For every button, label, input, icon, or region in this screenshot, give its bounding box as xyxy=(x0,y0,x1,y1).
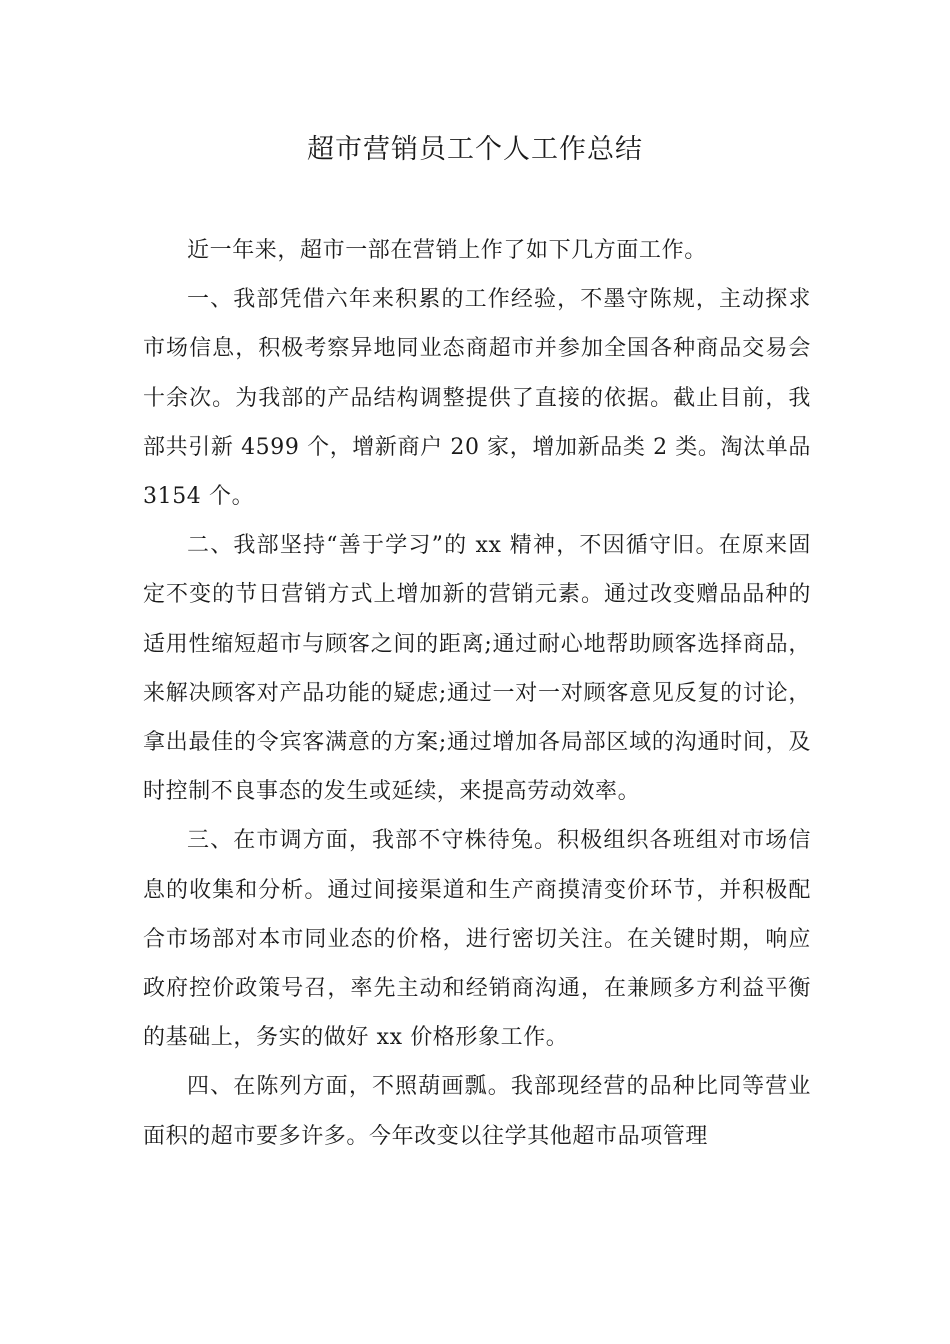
paragraph-intro: 近一年来，超市一部在营销上作了如下几方面工作。 xyxy=(187,238,707,263)
document-body xyxy=(143,226,811,1161)
paragraph-section-1: 一、我部凭借六年来积累的工作经验，不墨守陈规，主动探求市场信息，积极考察异地同业态商超市并参加全国各种商品交易会十余次。为我部的产品结构调整提供了直接的依据。截止目前，我部共引新 4599 个，增新商户 20 家，增加新品类 2 类。淘汰单品 3154 个。 xyxy=(143,287,811,510)
paragraph-section-3: 三、在市调方面，我部不守株待兔。积极组织各班组对市场信息的收集和分析。通过间接渠道和生产商摸清变价环节，并积极配合市场部对本市同业态的价格，进行密切关注。在关键时期，响应政府控价政策号召，率先主动和经销商沟通，在兼顾多方利益平衡的基础上，务实的做好 xx 价格形象工作。 xyxy=(143,828,811,1051)
paragraph-section-2: 二、我部坚持“善于学习”的 xx 精神，不因循守旧。在原来固定不变的节日营销方式上增加新的营销元素。通过改变赠品品种的适用性缩短超市与顾客之间的距离;通过耐心地帮助顾客选择商品，来解决顾客对产品功能的疑虑;通过一对一对顾客意见反复的讨论，拿出最佳的令宾客满意的方案;通过增加各局部区域的沟通时间，及时控制不良事态的发生或延续，来提高劳动效率。 xyxy=(143,533,811,805)
paragraph-section-4: 四、在陈列方面，不照葫画瓢。我部现经营的品种比同等营业面积的超市要多许多。今年改变以往学其他超市品项管理 xyxy=(143,1074,811,1149)
document-title: 超市营销员工个人工作总结 xyxy=(307,134,643,165)
